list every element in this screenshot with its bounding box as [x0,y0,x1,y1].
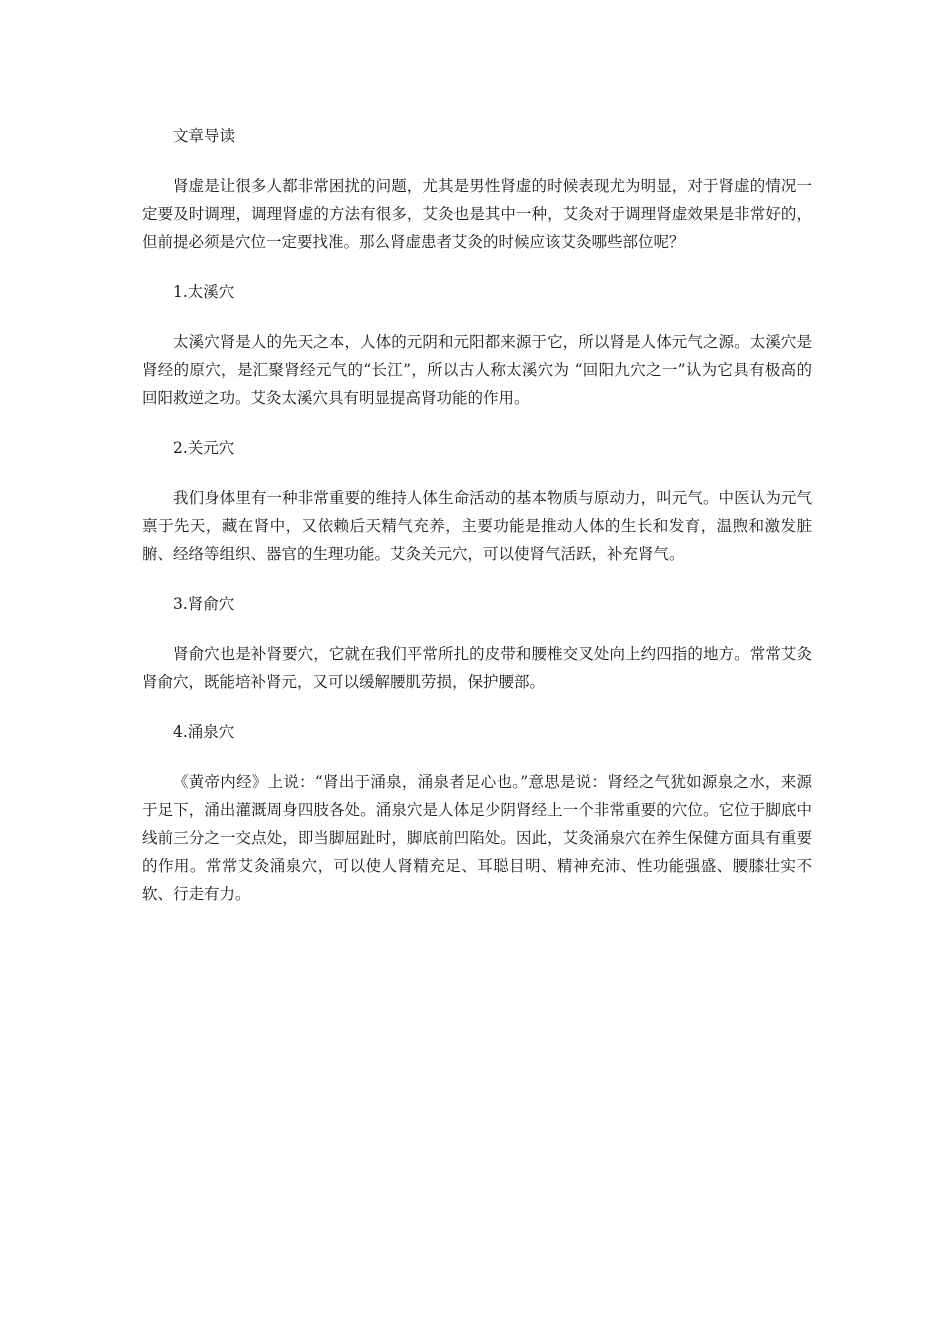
document-page [142,122,812,908]
section-paragraph-yongquan: 《黄帝内经》上说：“肾出于涌泉，涌泉者足心也。”意思是说：肾经之气犹如源泉之水，来源于足下，涌出灌溉周身四肢各处。涌泉穴是人体足少阴肾经上一个非常重要的穴位。它位于脚底中线前三分之一交点处，即当脚屈趾时，脚底前凹陷处。因此，艾灸涌泉穴在养生保健方面具有重要的作用。常常艾灸涌泉穴，可以使人肾精充足、耳聪目明、精神充沛、性功能强盛、腰膝壮实不软、行走有力。 [142,773,812,903]
intro-paragraph: 肾虚是让很多人都非常困扰的问题，尤其是男性肾虚的时候表现尤为明显，对于肾虚的情况一定要及时调理，调理肾虚的方法有很多，艾灸也是其中一种，艾灸对于调理肾虚效果是非常好的，但前提必须是穴位一定要找准。那么肾虚患者艾灸的时候应该艾灸哪些部位呢？ [142,177,812,251]
section-heading-guanyuan: 2.关元穴 [173,439,235,457]
section-heading-taixi: 1.太溪穴 [173,283,235,301]
section-heading-yongquan: 4.涌泉穴 [173,723,235,741]
intro-heading: 文章导读 [173,127,236,145]
section-heading-shenshu: 3.肾俞穴 [173,595,235,613]
section-paragraph-taixi: 太溪穴肾是人的先天之本，人体的元阴和元阳都来源于它，所以肾是人体元气之源。太溪穴是肾经的原穴，是汇聚肾经元气的“长江”，所以古人称太溪穴为 “回阳九穴之一”认为它具有极高的回阳救逆之功。艾灸太溪穴具有明显提高肾功能的作用。 [142,333,812,407]
section-paragraph-guanyuan: 我们身体里有一种非常重要的维持人体生命活动的基本物质与原动力，叫元气。中医认为元气禀于先天，藏在肾中，又依赖后天精气充养，主要功能是推动人体的生长和发育，温煦和激发脏腑、经络等组织、器官的生理功能。艾灸关元穴，可以使肾气活跃，补充肾气。 [142,489,812,563]
section-paragraph-shenshu: 肾俞穴也是补肾要穴，它就在我们平常所扎的皮带和腰椎交叉处向上约四指的地方。常常艾灸肾俞穴，既能培补肾元，又可以缓解腰肌劳损，保护腰部。 [142,645,812,691]
